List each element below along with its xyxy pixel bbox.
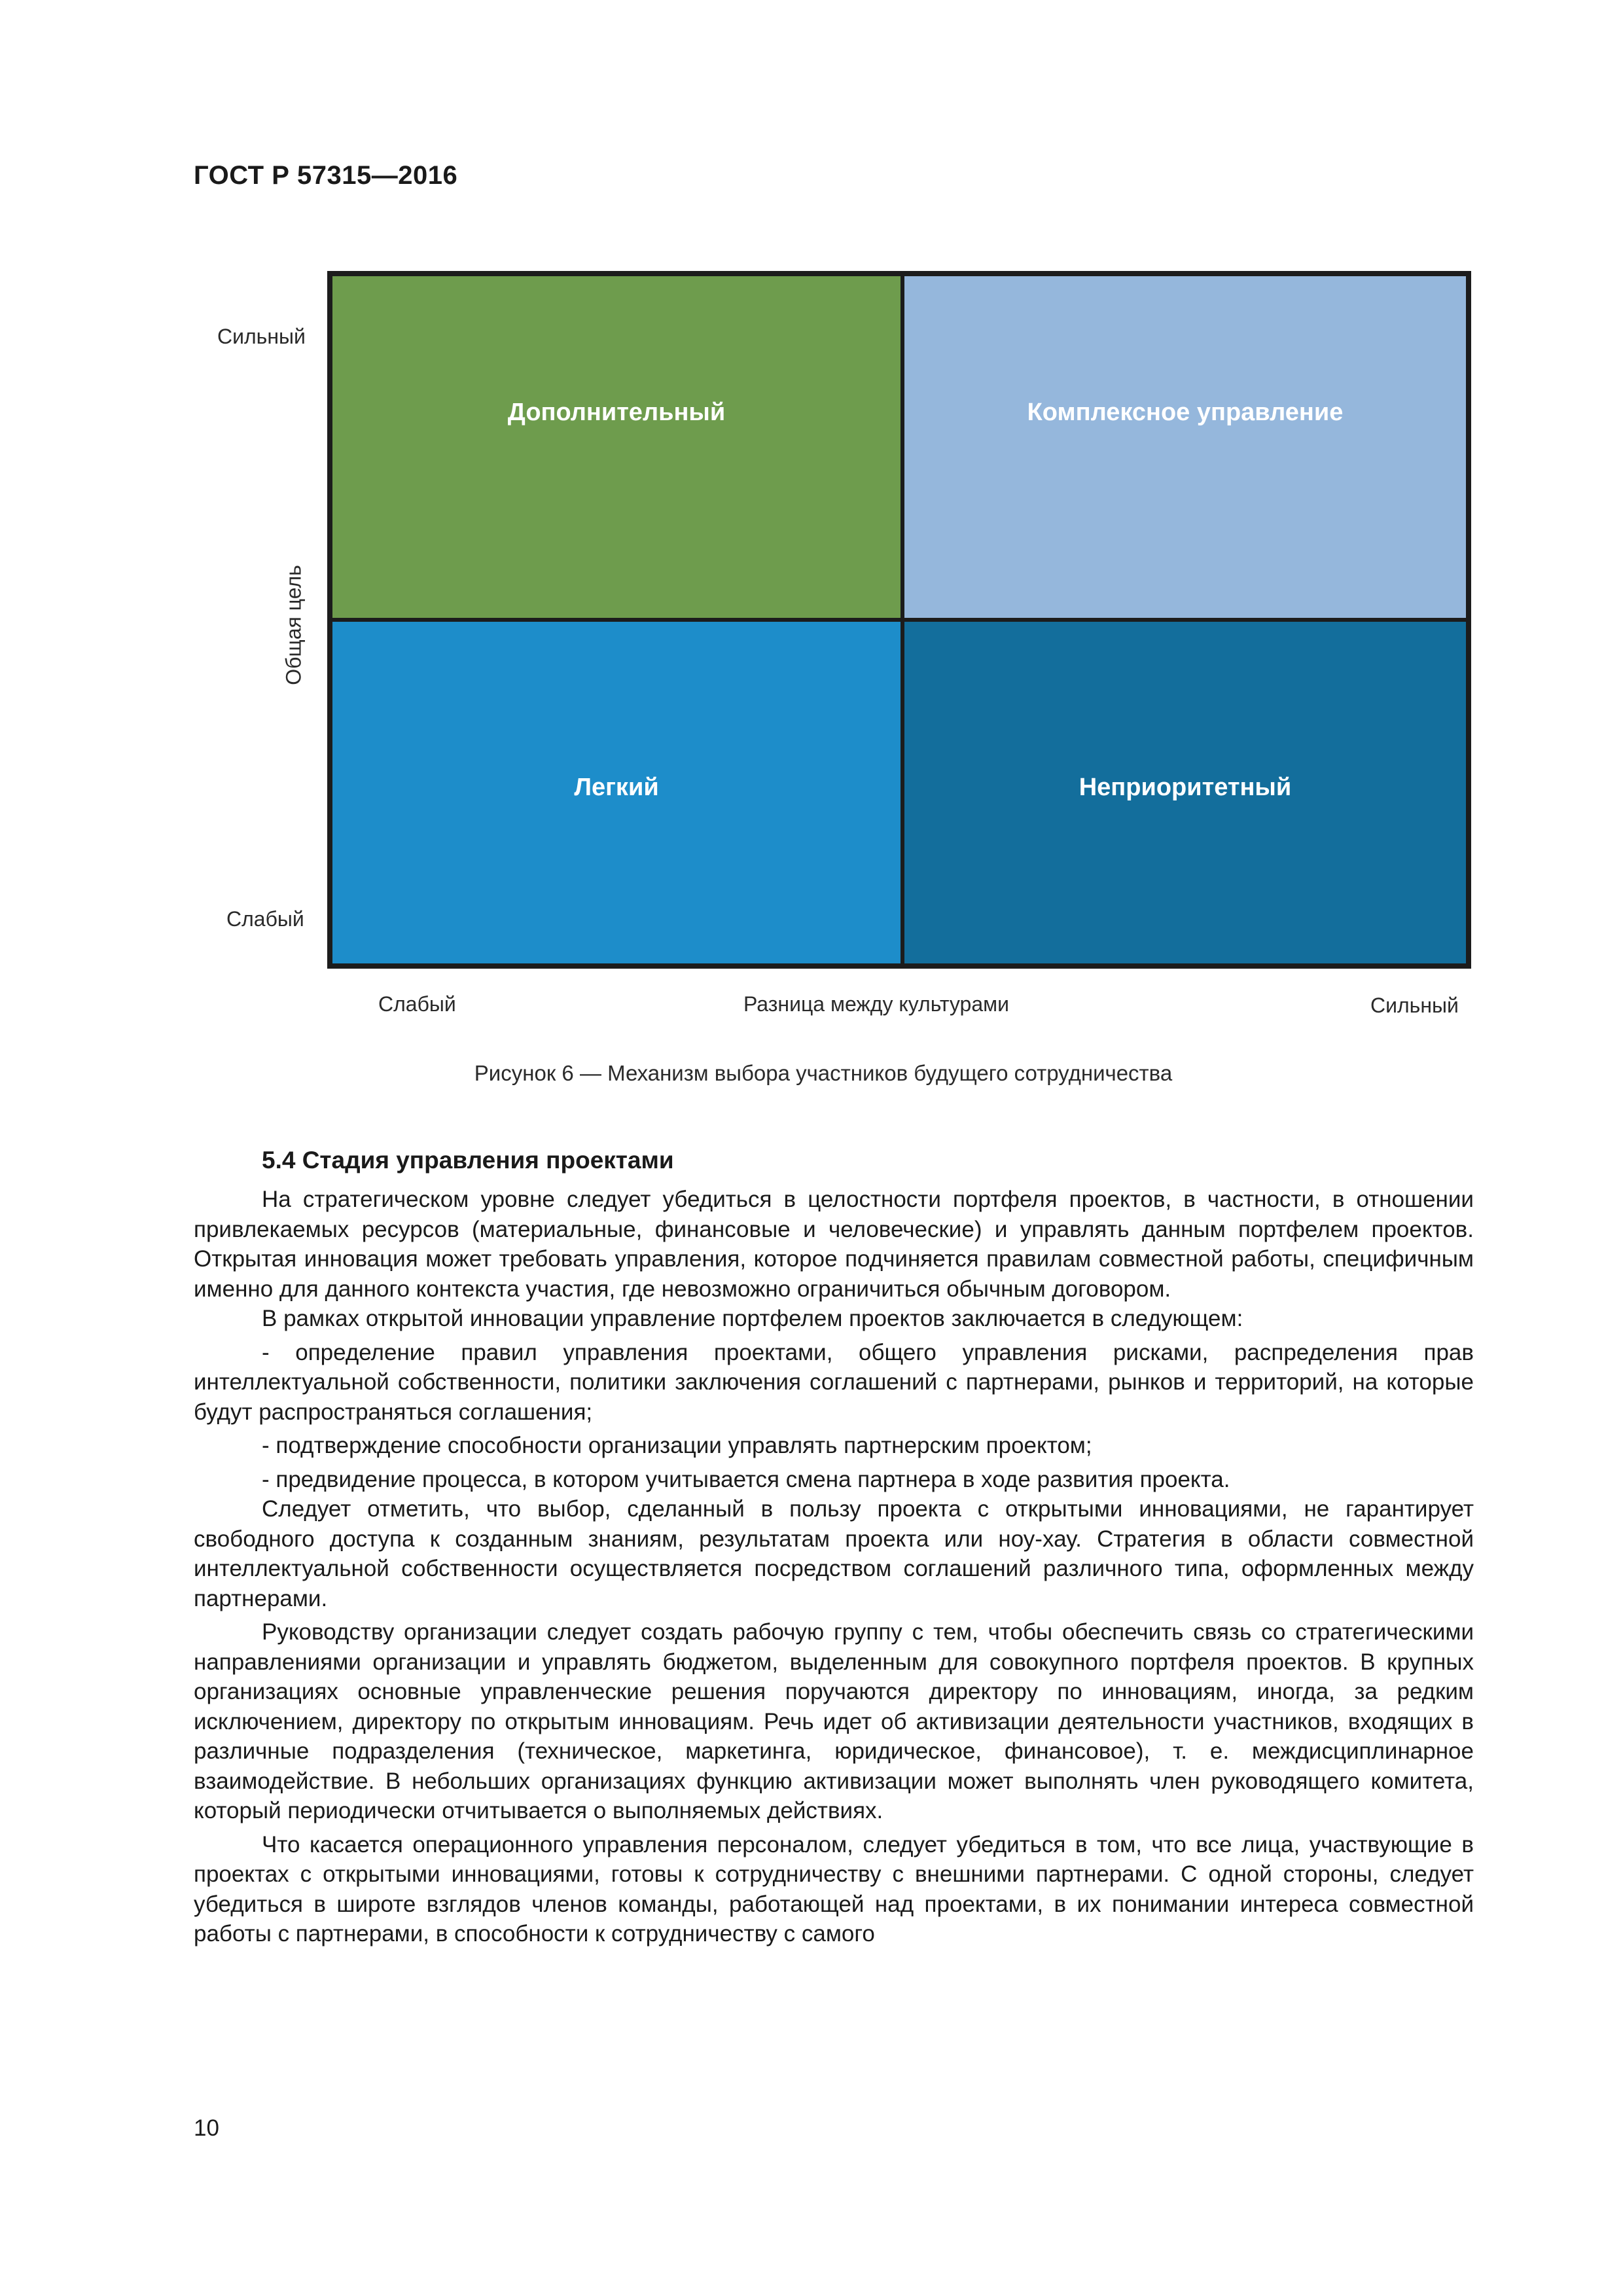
figure-caption: Рисунок 6 — Механизм выбора участников будущего сотрудничества bbox=[474, 1061, 1173, 1085]
quadrant-label: Легкий bbox=[574, 773, 659, 801]
quadrant-top-right bbox=[904, 276, 1466, 618]
y-axis-low-label: Слабый bbox=[226, 907, 304, 931]
paragraph: На стратегическом уровне следует убедиться в целостности портфеля проектов, в частности, в отношении привлекаемых ресурсов (материальные, финансовые и человеческие) и управлять данным портфелем проектов. Открытая инновация может требовать управления, которое подчиняется правилам совместной работы, специфичным именно для данного контекста участия, где невозможно ограничиться обычным договором. bbox=[194, 1187, 1474, 1302]
quadrant-top-left bbox=[332, 276, 901, 618]
document-header: ГОСТ Р 57315—2016 bbox=[194, 161, 458, 190]
quadrant-bottom-left bbox=[332, 622, 901, 963]
x-axis-high-label: Сильный bbox=[1370, 994, 1459, 1017]
selection-matrix bbox=[327, 271, 1471, 969]
y-axis-high-label: Сильный bbox=[217, 325, 306, 348]
quadrant-label: Комплексное управление bbox=[1027, 398, 1344, 426]
paragraph: В рамках открытой инновации управление портфелем проектов заключается в следующем: bbox=[262, 1306, 1243, 1331]
y-axis-title: Общая цель bbox=[281, 565, 306, 685]
paragraph: Следует отметить, что выбор, сделанный в пользу проекта с открытыми инновациями, не гарантирует свободного доступа к созданным знаниям, результатам проекта или ноу-хау. Стратегия в области совместной интеллектуальной собственности осуществляется посредством соглашений различного типа, оформленных между партнерами. bbox=[194, 1496, 1474, 1611]
list-item: - подтверждение способности организации управлять партнерским проектом; bbox=[262, 1433, 1092, 1458]
paragraph: Руководству организации следует создать рабочую группу с тем, чтобы обеспечить связь со стратегическими направлениями организации и управлять бюджетом, выделенным для совокупного портфеля проектов. В крупных организациях основные управленческие решения поручаются директору по инновациям, иногда, за редким исключением, директору по открытым инновациям. Речь идет об активизации деятельности участников, входящих в различные подразделения (техническое, маркетинга, юридическое, финансовое), т. е. междисциплинарное взаимодействие. В небольших организациях функцию активизации может выполнять член руководящего комитета, который периодически отчитывается о выполняемых действиях. bbox=[194, 1619, 1474, 1823]
page-number: 10 bbox=[194, 2115, 219, 2141]
x-axis-title: Разница между культурами bbox=[743, 992, 1009, 1016]
quadrant-bottom-right bbox=[904, 622, 1466, 963]
quadrant-label: Дополнительный bbox=[507, 398, 726, 426]
list-item: - определение правил управления проектами, общего управления рисками, распределения прав интеллектуальной собственности, политики заключения соглашений с партнерами, рынков и территорий, на которые будут распространяться соглашения; bbox=[194, 1339, 1474, 1425]
section-heading: 5.4 Стадия управления проектами bbox=[262, 1147, 674, 1174]
quadrant-label: Неприоритетный bbox=[1079, 773, 1292, 801]
list-item: - предвидение процесса, в котором учитывается смена партнера в ходе развития проекта. bbox=[262, 1466, 1230, 1492]
section-body bbox=[194, 1185, 1474, 1949]
paragraph: Что касается операционного управления персоналом, следует убедиться в том, что все лица, участвующие в проектах с открытыми инновациями, готовы к сотрудничеству с внешними партнерами. С одной стороны, следует убедиться в широте взглядов членов команды, работающей над проектами, в их понимании интереса совместной работы с партнерами, в способности к сотрудничеству с самого bbox=[194, 1831, 1474, 1946]
x-axis-low-label: Слабый bbox=[378, 992, 456, 1016]
